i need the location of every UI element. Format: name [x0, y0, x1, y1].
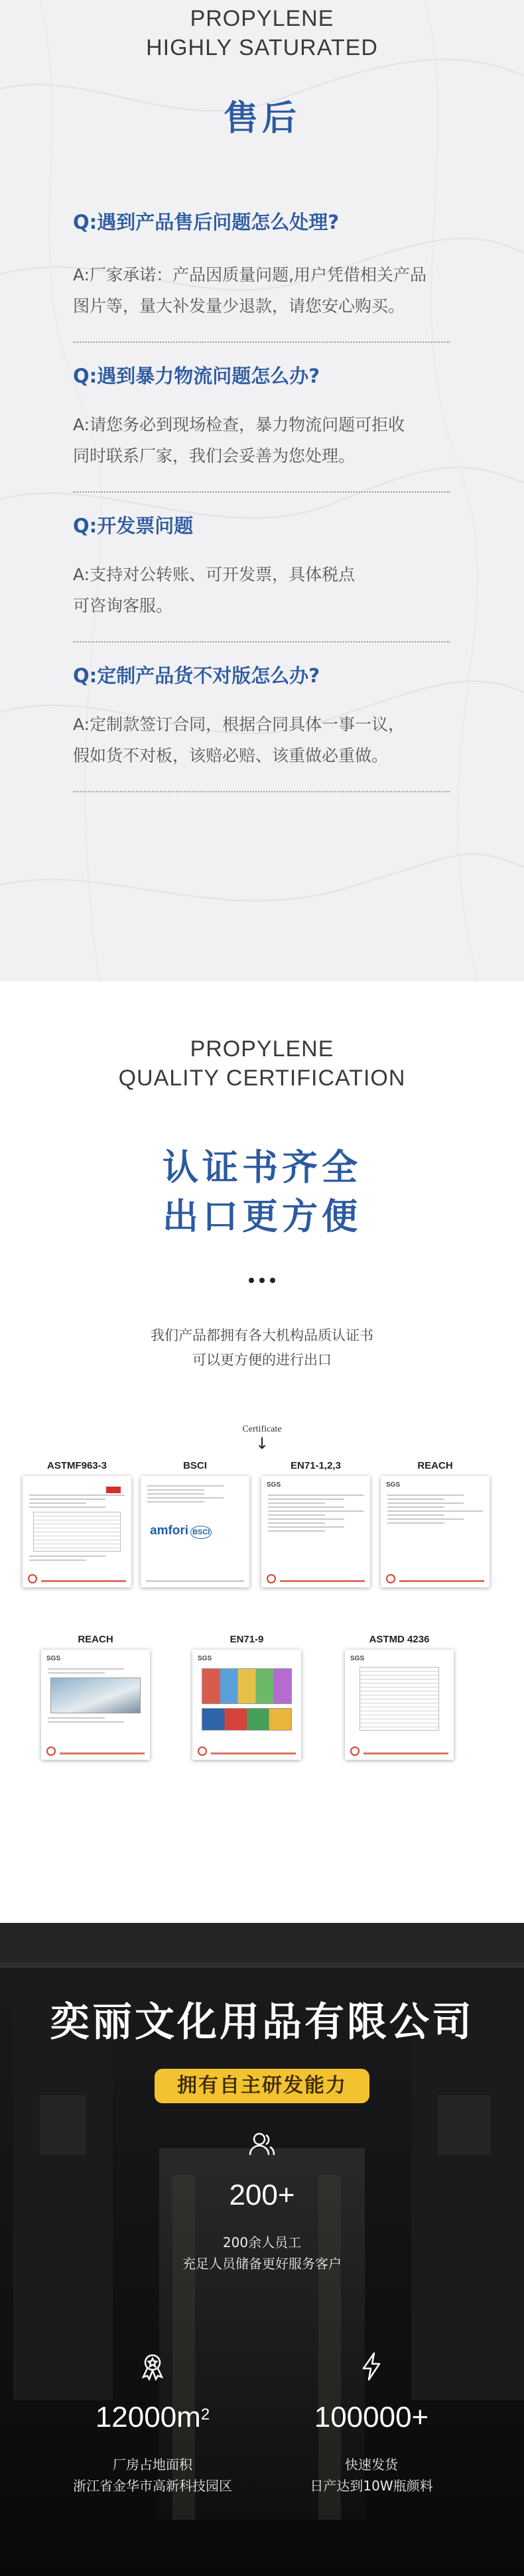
sgs-logo-text: SGS: [46, 1655, 61, 1662]
amfori-logo-text: amfori: [150, 1524, 189, 1538]
stat-daily-output: [275, 2351, 468, 2496]
stat-value: [56, 2400, 249, 2435]
company-section: [0, 1923, 524, 2576]
cert-description: [0, 1323, 524, 1373]
faq-question: Q:开发票问题: [73, 515, 194, 537]
certificate-document-icon: [192, 1650, 301, 1760]
faq-divider: [73, 491, 450, 493]
faq-item: [73, 662, 451, 792]
sgs-logo-text: SGS: [267, 1481, 281, 1489]
certificate-name: REACH: [417, 1460, 453, 1471]
stat-factory-area: [56, 2351, 249, 2496]
faq-answer: [73, 559, 444, 621]
faq-divider: [73, 791, 450, 792]
certificate-card-astmf963[interactable]: [23, 1459, 131, 1587]
sgs-logo-text: SGS: [198, 1655, 212, 1662]
sample-photo: [202, 1708, 292, 1731]
stat-sublabel: 浙江省金华市高新科技园区: [73, 2478, 232, 2494]
arrow-down-icon: ↓: [255, 1434, 269, 1453]
certificate-card-astmd4236[interactable]: [345, 1632, 454, 1760]
certificate-name: EN71-9: [229, 1634, 264, 1645]
sample-photo: [50, 1678, 141, 1713]
faq-question: Q:遇到暴力物流问题怎么办?: [73, 365, 320, 387]
lightning-icon: [356, 2351, 387, 2382]
faq-english-title-line2: HIGHLY SATURATED: [146, 35, 378, 60]
stat-label: 200余人员工: [222, 2235, 302, 2250]
stat-value: 200+: [229, 2179, 295, 2211]
faq-answer-line: A:厂家承诺：产品因质量问题,用户凭借相关产品: [73, 265, 427, 284]
faq-answer-line: A:请您务必到现场检查，暴力物流问题可拒收: [73, 415, 405, 434]
certificate-document-icon: [381, 1476, 490, 1587]
faq-answer: [73, 409, 444, 471]
certificate-name: EN71-1,2,3: [291, 1460, 341, 1471]
certificate-grid: [0, 1459, 524, 1830]
sgs-logo-text: SGS: [350, 1655, 365, 1662]
faq-list: [0, 209, 524, 792]
certificate-card-reach-2[interactable]: [41, 1632, 150, 1760]
certificate-name: BSCI: [183, 1460, 207, 1471]
certificate-name: ASTMF963-3: [46, 1460, 107, 1471]
certificate-card-reach-1[interactable]: [381, 1459, 490, 1587]
bsci-logo-text: BSCI: [190, 1526, 212, 1539]
faq-answer-line: A:定制款签订合同，根据合同具体一事一议，: [73, 715, 405, 734]
after-sales-section: [0, 0, 524, 981]
faq-chinese-title: 售后: [223, 99, 300, 139]
cert-english-title-line2: QUALITY CERTIFICATION: [118, 1066, 406, 1091]
faq-answer: [73, 259, 444, 322]
certificate-document-icon: [23, 1476, 131, 1587]
cert-english-title-line1: PROPYLENE: [190, 1036, 334, 1062]
people-icon: [246, 2128, 278, 2160]
faq-english-title-line1: PROPYLENE: [190, 6, 334, 31]
faq-answer-line: 图片等，量大补发量少退款，请您安心购买。: [73, 296, 405, 316]
faq-question: Q:遇到产品售后问题怎么处理?: [73, 211, 340, 233]
faq-item: [73, 209, 451, 343]
certificate-document-icon: [261, 1476, 370, 1587]
faq-answer-line: 同时联系厂家，我们会妥善为您处理。: [73, 446, 356, 465]
dots-divider: [0, 1273, 524, 1282]
certificate-name: ASTMD 4236: [369, 1634, 430, 1645]
certification-section: [0, 981, 524, 1923]
cert-chinese-title-line1: 认证书齐全: [163, 1146, 361, 1188]
rd-capability-badge: 拥有自主研发能力: [155, 2069, 369, 2103]
certificate-card-en71[interactable]: [261, 1459, 370, 1587]
faq-answer-line: 假如货不对板，该赔必赔、该重做必重做。: [73, 746, 389, 765]
sample-photo: [202, 1668, 292, 1704]
cert-description-line: 可以更方便的进行出口: [192, 1352, 332, 1368]
certificate-card-en71-9[interactable]: [192, 1632, 301, 1760]
certificate-document-icon: [141, 1476, 249, 1587]
stat-label: 快速发货: [345, 2457, 398, 2473]
stat-sublabel: 充足人员储备更好服务客户: [182, 2256, 342, 2272]
faq-item: [73, 363, 451, 493]
stat-value-number: 12000m: [95, 2401, 201, 2433]
faq-answer-line: 可咨询客服。: [73, 596, 173, 615]
stat-employees: [0, 2128, 524, 2274]
faq-answer: [73, 709, 444, 771]
certificate-label: Certificate: [242, 1424, 282, 1434]
faq-english-title: [0, 0, 524, 62]
faq-answer-line: A:支持对公转账、可开发票，具体税点: [73, 565, 356, 584]
certificate-document-icon: [41, 1650, 150, 1760]
award-icon: [137, 2351, 168, 2382]
certificate-card-bsci[interactable]: [141, 1459, 249, 1587]
stat-value-exponent: 2: [200, 2406, 210, 2423]
cert-chinese-title: [0, 1143, 524, 1241]
sgs-logo-text: SGS: [386, 1481, 401, 1489]
stat-sublabel: 日产达到10W瓶颜料: [310, 2478, 433, 2494]
faq-divider: [73, 341, 450, 343]
cert-english-title: [0, 981, 524, 1093]
amfori-logo: [150, 1524, 212, 1538]
certificate-document-icon: [345, 1650, 454, 1760]
company-name: 奕丽文化用品有限公司: [50, 1999, 474, 2046]
faq-question: Q:定制产品货不对版怎么办?: [73, 664, 320, 687]
stat-label: 厂房占地面积: [113, 2457, 192, 2473]
faq-divider: [73, 641, 450, 643]
faq-item: [73, 513, 451, 643]
cert-description-line: 我们产品都拥有各大机构品质认证书: [151, 1327, 373, 1343]
stat-value: 100000+: [314, 2401, 429, 2433]
cert-chinese-title-line2: 出口更方便: [163, 1196, 361, 1237]
certificate-name: REACH: [78, 1634, 113, 1645]
